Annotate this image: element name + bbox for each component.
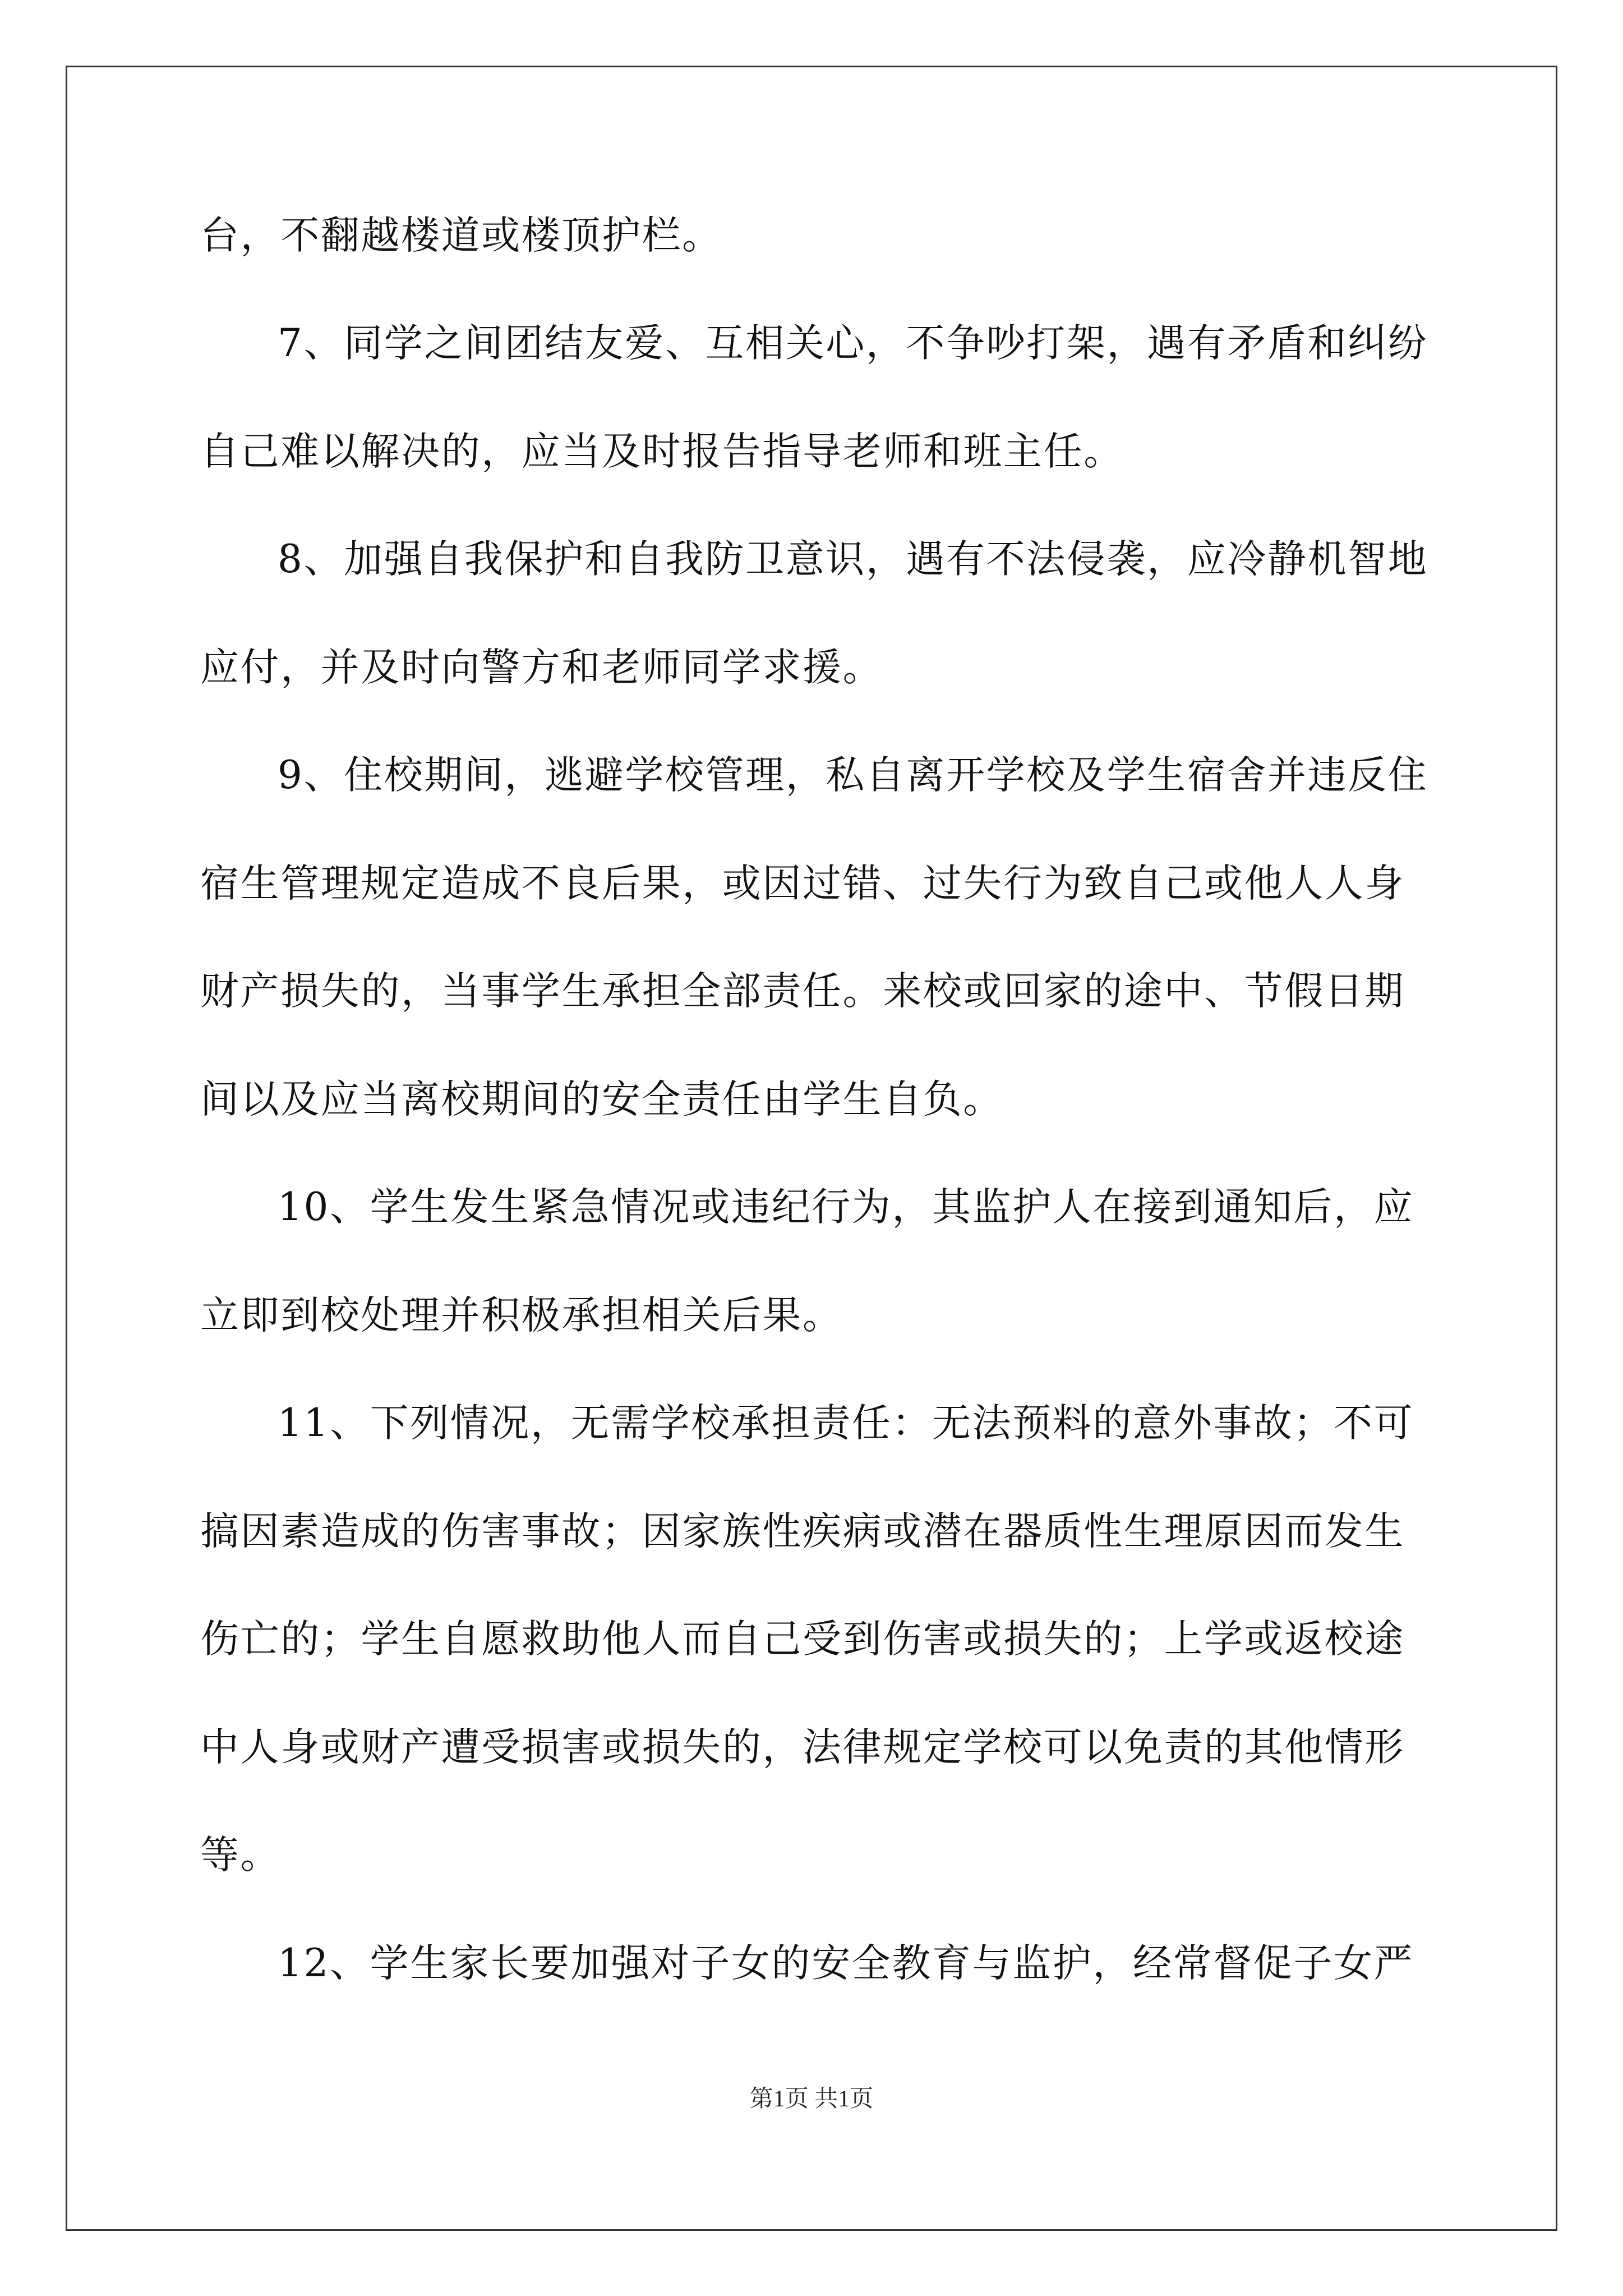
text-line: 自己难以解决的，应当及时报告指导老师和班主任。 [200,429,1124,474]
text-line: 8、加强自我保护和自我防卫意识，遇有不法侵袭，应冷静机智地 [278,537,1428,582]
text-line: 财产损失的，当事学生承担全部责任。来校或回家的途中、节假日期 [200,969,1405,1014]
text-line: 伤亡的；学生自愿救助他人而自己受到伤害或损失的；上学或返校途 [200,1617,1405,1662]
text-line: 10、学生发生紧急情况或违纪行为，其监护人在接到通知后，应 [278,1185,1414,1230]
text-line: 宿生管理规定造成不良后果，或因过错、过失行为致自己或他人人身 [200,861,1405,906]
text-line: 12、学生家长要加强对子女的安全教育与监护，经常督促子女严 [278,1941,1414,1986]
text-line: 9、住校期间，逃避学校管理，私自离开学校及学生宿舍并违反住 [278,753,1428,798]
text-line: 等。 [200,1833,281,1878]
page-number: 第1页 共1页 [749,2086,874,2112]
text-line: 间以及应当离校期间的安全责任由学生自负。 [200,1077,1003,1122]
text-line: 11、下列情况，无需学校承担责任：无法预料的意外事故；不可 [278,1401,1414,1446]
text-line: 中人身或财产遭受损害或损失的，法律规定学校可以免责的其他情形 [200,1725,1405,1770]
text-line: 7、同学之间团结友爱、互相关心，不争吵打架，遇有矛盾和纠纷 [278,321,1428,366]
text-line: 台，不翻越楼道或楼顶护栏。 [200,213,722,258]
text-line: 搞因素造成的伤害事故；因家族性疾病或潜在器质性生理原因而发生 [200,1509,1405,1554]
text-line: 应付，并及时向警方和老师同学求援。 [200,645,883,690]
page-border [66,66,1557,2231]
text-line: 立即到校处理并积极承担相关后果。 [200,1293,843,1338]
